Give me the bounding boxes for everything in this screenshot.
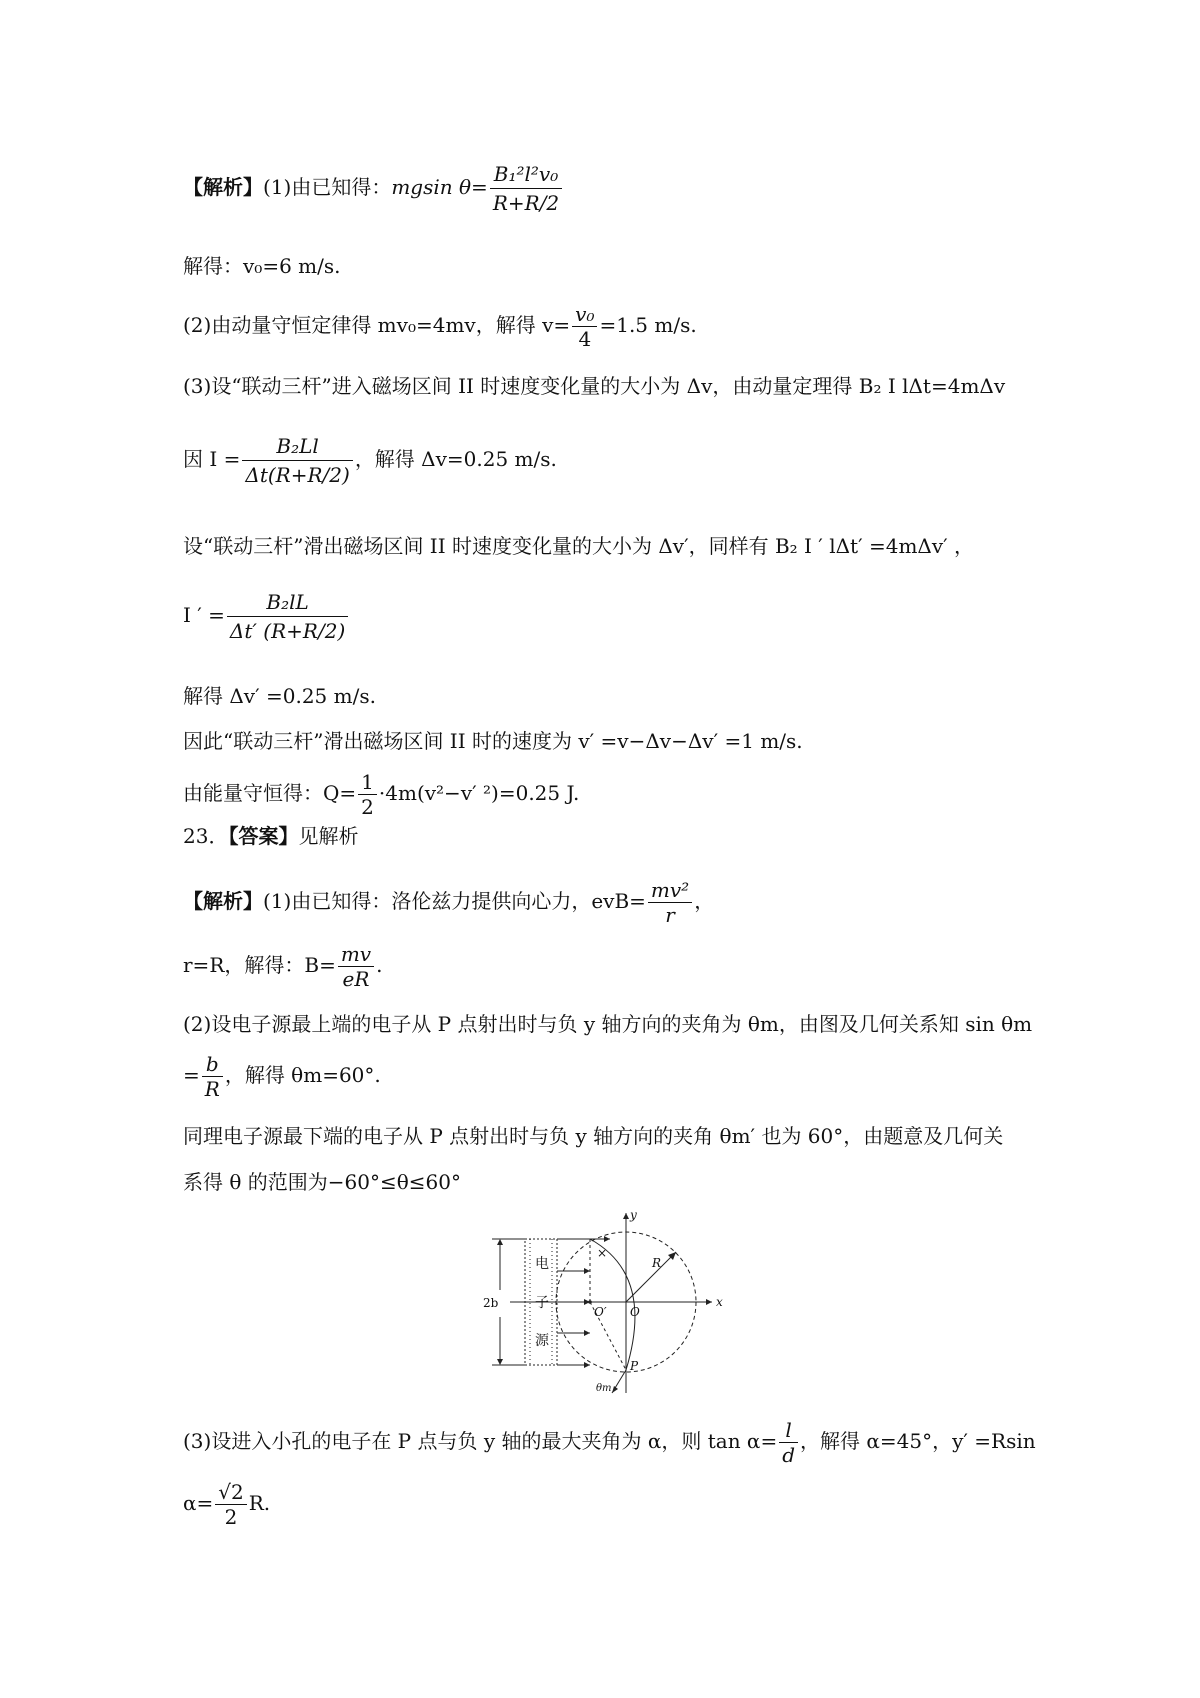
text: (1)由已知得： [263,175,392,199]
denominator: R [204,1077,220,1101]
denominator: d [782,1443,796,1467]
answer-label: 【答案】 [228,824,299,848]
line-19 [183,1480,270,1529]
text: . [376,953,383,977]
text: (1)由已知得：洛伦兹力提供向心力，evB= [263,889,646,913]
text: α= [183,1491,214,1515]
text: =1.5 m/s. [599,313,697,337]
text: = [183,1063,200,1087]
line-3 [183,302,697,351]
numerator: l [779,1418,798,1443]
denominator: eR [342,967,370,991]
line-13 [183,942,382,991]
fraction [338,942,374,991]
radius-line [626,1252,676,1302]
line-2: 解得：v₀=6 m/s. [183,254,341,278]
text: ， [694,889,715,913]
analysis-line-2 [183,878,714,927]
numerator: B₂lL [227,588,348,617]
analysis-label: 【解析】 [183,889,263,913]
source-char-2: 子 [535,1295,549,1311]
equation: mgsin θ= [391,175,488,199]
electron-source-diagram [480,1205,730,1395]
line-9: 因此“联动三杆”滑出磁场区间 II 时的速度为 v′ =v−Δv−Δv′ =1 m/s. [183,729,803,753]
analysis-line-1 [183,160,564,217]
line-5 [183,432,557,489]
numerator: mv² [648,878,692,903]
fraction [242,432,352,489]
answer-text: 见解析 [298,824,359,848]
text: ，解得 θm=60°. [224,1063,381,1087]
denominator: Δt′ (R+R/2) [229,619,346,643]
line-7 [183,588,350,645]
question-number: 23． [183,824,229,848]
line-14: (2)设电子源最上端的电子从 P 点射出时与负 y 轴方向的夹角为 θm，由图及几何关系知 sin θm [183,1012,1033,1036]
radius-label: R [652,1256,662,1270]
line-16: 同理电子源最下端的电子从 P 点射出时与负 y 轴方向的夹角 θm′ 也为 60°，由题意及几何关 [183,1124,1004,1148]
text: ，解得 α=45°，y′ =Rsin [800,1429,1036,1453]
line-15 [183,1052,381,1101]
y-axis-label: y [630,1208,637,1222]
source-char-1: 电 [535,1256,549,1272]
x-axis-label: x [716,1295,723,1309]
text: (3)设进入小孔的电子在 P 点与负 y 轴的最大夹角为 α，则 tan α= [183,1429,778,1453]
numerator: v₀ [572,302,597,327]
text: 因 I = [183,447,241,471]
numerator: mv [338,942,374,967]
fraction [202,1052,223,1101]
denominator: 2 [361,795,374,819]
fraction [215,1480,246,1529]
fraction [490,160,562,217]
text: (2)由动量守恒定律得 mv₀=4mv，解得 v= [183,313,571,337]
numerator: B₂Ll [242,432,352,461]
answer-line [183,822,358,850]
text: I ′ = [183,603,225,627]
numerator: √2 [215,1480,246,1505]
line-17: 系得 θ 的范围为−60°≤θ≤60° [183,1170,461,1194]
fraction [779,1418,798,1467]
text: R. [248,1491,271,1515]
denominator: r [665,903,675,927]
numerator: 1 [358,770,377,795]
theta-label: θm [596,1383,612,1394]
center-label: O′ [594,1305,607,1319]
p-label: P [630,1359,639,1373]
text: ，解得 Δv=0.25 m/s. [354,447,557,471]
denominator: R+R/2 [492,191,560,215]
text: r=R，解得：B= [183,953,336,977]
line-6: 设“联动三杆”滑出磁场区间 II 时速度变化量的大小为 Δv′，同样有 B₂ I ′ lΔt′ =4mΔv′ ， [183,534,975,558]
text: 由能量守恒得：Q= [183,781,357,805]
denominator: Δt(R+R/2) [245,463,350,487]
source-char-3: 源 [535,1333,549,1349]
line-8: 解得 Δv′ =0.25 m/s. [183,684,376,708]
fraction [572,302,597,351]
numerator: b [202,1052,223,1077]
denominator: 4 [578,327,592,351]
fraction [227,588,348,645]
origin-label: O [630,1305,640,1319]
cross-mark: × [597,1246,608,1260]
line-18 [183,1418,1036,1467]
numerator: B₁²l²v₀ [490,160,562,189]
analysis-label: 【解析】 [183,175,263,199]
text: ·4m(v²−v′ ²)=0.25 J. [378,781,580,805]
fraction [358,770,377,819]
width-label: 2b [483,1296,499,1310]
denominator: 2 [224,1505,238,1529]
line-4: (3)设“联动三杆”进入磁场区间 II 时速度变化量的大小为 Δv，由动量定理得 B₂ I lΔt=4mΔv [183,374,1006,398]
line-10 [183,770,579,819]
fraction [648,878,692,927]
